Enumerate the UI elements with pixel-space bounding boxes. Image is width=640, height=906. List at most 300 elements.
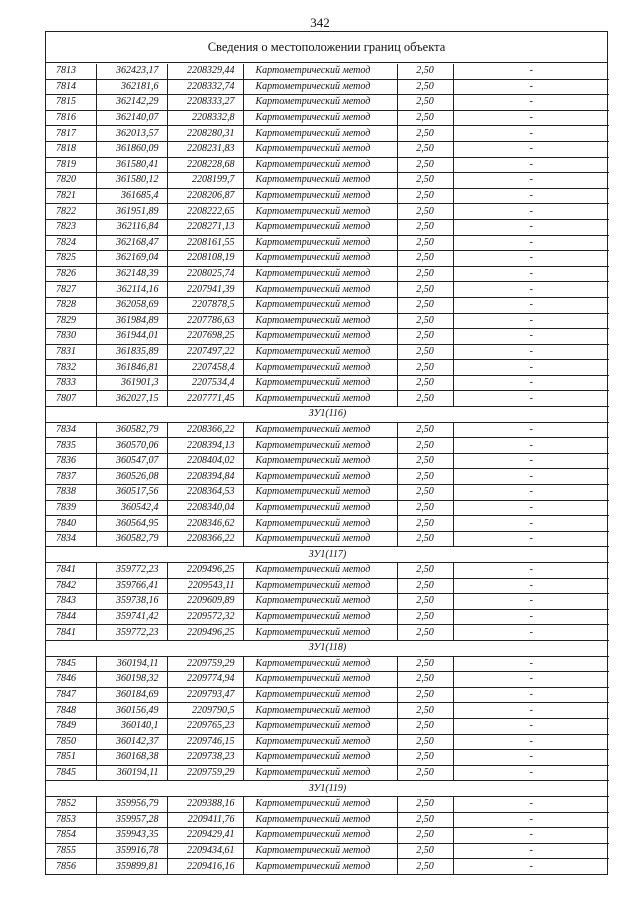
point-number-cell: 7815 — [46, 95, 96, 111]
table-row — [46, 266, 609, 282]
table-row — [46, 594, 609, 610]
point-number-cell: 7839 — [46, 500, 96, 516]
accuracy-cell: 2,50 — [397, 750, 453, 766]
description-cell: - — [453, 391, 609, 407]
point-number-cell: 7819 — [46, 157, 96, 173]
description-cell: - — [453, 687, 609, 703]
method-cell: Картометрический метод — [243, 329, 397, 345]
point-number-cell: 7848 — [46, 703, 96, 719]
point-number-cell: 7826 — [46, 266, 96, 282]
table-row — [46, 578, 609, 594]
table-row — [46, 110, 609, 126]
table-row — [46, 251, 609, 267]
method-cell: Картометрический метод — [243, 859, 397, 874]
coord-x-cell: 362169,04 — [96, 251, 167, 267]
method-cell: Картометрический метод — [243, 266, 397, 282]
point-number-cell: 7816 — [46, 110, 96, 126]
accuracy-cell: 2,50 — [397, 126, 453, 142]
description-cell: - — [453, 718, 609, 734]
coord-x-cell: 361944,01 — [96, 329, 167, 345]
accuracy-cell: 2,50 — [397, 110, 453, 126]
description-cell: - — [453, 375, 609, 391]
accuracy-cell: 2,50 — [397, 297, 453, 313]
table-row — [46, 812, 609, 828]
coord-x-cell: 360156,49 — [96, 703, 167, 719]
method-cell: Картометрический метод — [243, 531, 397, 547]
point-number-cell: 7820 — [46, 173, 96, 189]
coord-y-cell: 2209790,5 — [167, 703, 243, 719]
table-row — [46, 219, 609, 235]
table-row — [46, 438, 609, 454]
accuracy-cell: 2,50 — [397, 734, 453, 750]
table-row — [46, 297, 609, 313]
accuracy-cell: 2,50 — [397, 531, 453, 547]
method-cell: Картометрический метод — [243, 656, 397, 672]
table-row — [46, 563, 609, 579]
accuracy-cell: 2,50 — [397, 765, 453, 781]
method-cell: Картометрический метод — [243, 453, 397, 469]
coord-x-cell: 360140,1 — [96, 718, 167, 734]
table-row — [46, 235, 609, 251]
table-row — [46, 687, 609, 703]
point-number-cell: 7855 — [46, 843, 96, 859]
table-row — [46, 453, 609, 469]
description-cell: - — [453, 750, 609, 766]
coord-y-cell: 2207534,4 — [167, 375, 243, 391]
section-label: ЗУ1(116) — [46, 407, 609, 423]
method-cell: Картометрический метод — [243, 687, 397, 703]
table-row — [46, 516, 609, 532]
boundary-table-frame — [45, 31, 608, 875]
coord-x-cell: 361580,12 — [96, 173, 167, 189]
accuracy-cell: 2,50 — [397, 828, 453, 844]
accuracy-cell: 2,50 — [397, 625, 453, 641]
table-row — [46, 796, 609, 812]
method-cell: Картометрический метод — [243, 469, 397, 485]
coord-x-cell: 360582,79 — [96, 422, 167, 438]
coord-x-cell: 362116,84 — [96, 219, 167, 235]
coord-y-cell: 2208364,53 — [167, 485, 243, 501]
point-number-cell: 7853 — [46, 812, 96, 828]
point-number-cell: 7814 — [46, 79, 96, 95]
point-number-cell: 7830 — [46, 329, 96, 345]
accuracy-cell: 2,50 — [397, 95, 453, 111]
point-number-cell: 7837 — [46, 469, 96, 485]
coord-x-cell: 360168,38 — [96, 750, 167, 766]
point-number-cell: 7850 — [46, 734, 96, 750]
point-number-cell: 7844 — [46, 609, 96, 625]
point-number-cell: 7817 — [46, 126, 96, 142]
description-cell: - — [453, 828, 609, 844]
accuracy-cell: 2,50 — [397, 266, 453, 282]
coord-x-cell: 362140,07 — [96, 110, 167, 126]
coord-y-cell: 2209416,16 — [167, 859, 243, 874]
table-row — [46, 188, 609, 204]
coord-y-cell: 2208394,84 — [167, 469, 243, 485]
table-row — [46, 422, 609, 438]
accuracy-cell: 2,50 — [397, 672, 453, 688]
method-cell: Картометрический метод — [243, 126, 397, 142]
coord-x-cell: 359738,16 — [96, 594, 167, 610]
coord-y-cell: 2207786,63 — [167, 313, 243, 329]
accuracy-cell: 2,50 — [397, 157, 453, 173]
description-cell: - — [453, 625, 609, 641]
coord-x-cell: 361901,3 — [96, 375, 167, 391]
coord-x-cell: 362013,57 — [96, 126, 167, 142]
accuracy-cell: 2,50 — [397, 843, 453, 859]
method-cell: Картометрический метод — [243, 485, 397, 501]
point-number-cell: 7821 — [46, 188, 96, 204]
description-cell: - — [453, 79, 609, 95]
description-cell: - — [453, 578, 609, 594]
description-cell: - — [453, 297, 609, 313]
coord-x-cell: 360198,32 — [96, 672, 167, 688]
point-number-cell: 7828 — [46, 297, 96, 313]
point-number-cell: 7849 — [46, 718, 96, 734]
method-cell: Картометрический метод — [243, 251, 397, 267]
point-number-cell: 7818 — [46, 141, 96, 157]
coord-y-cell: 2209759,29 — [167, 656, 243, 672]
point-number-cell: 7835 — [46, 438, 96, 454]
accuracy-cell: 2,50 — [397, 375, 453, 391]
coord-x-cell: 362114,16 — [96, 282, 167, 298]
coord-y-cell: 2209388,16 — [167, 796, 243, 812]
accuracy-cell: 2,50 — [397, 859, 453, 874]
point-number-cell: 7829 — [46, 313, 96, 329]
accuracy-cell: 2,50 — [397, 594, 453, 610]
accuracy-cell: 2,50 — [397, 79, 453, 95]
accuracy-cell: 2,50 — [397, 485, 453, 501]
point-number-cell: 7836 — [46, 453, 96, 469]
coord-x-cell: 360582,79 — [96, 531, 167, 547]
description-cell: - — [453, 609, 609, 625]
description-cell: - — [453, 282, 609, 298]
accuracy-cell: 2,50 — [397, 656, 453, 672]
description-cell: - — [453, 141, 609, 157]
coord-y-cell: 2209411,76 — [167, 812, 243, 828]
method-cell: Картометрический метод — [243, 625, 397, 641]
description-cell: - — [453, 594, 609, 610]
section-label: ЗУ1(117) — [46, 547, 609, 563]
table-row — [46, 95, 609, 111]
table-row — [46, 500, 609, 516]
table-row — [46, 625, 609, 641]
coordinates-table — [46, 64, 609, 874]
coord-y-cell: 2208346,62 — [167, 516, 243, 532]
description-cell: - — [453, 765, 609, 781]
description-cell: - — [453, 64, 609, 79]
table-row — [46, 375, 609, 391]
coord-x-cell: 362148,39 — [96, 266, 167, 282]
table-row — [46, 141, 609, 157]
coord-y-cell: 2208222,65 — [167, 204, 243, 220]
description-cell: - — [453, 219, 609, 235]
description-cell: - — [453, 563, 609, 579]
coord-y-cell: 2208332,74 — [167, 79, 243, 95]
description-cell: - — [453, 843, 609, 859]
coord-y-cell: 2207458,4 — [167, 360, 243, 376]
coord-y-cell: 2208228,68 — [167, 157, 243, 173]
method-cell: Картометрический метод — [243, 500, 397, 516]
description-cell: - — [453, 796, 609, 812]
accuracy-cell: 2,50 — [397, 687, 453, 703]
coord-y-cell: 2207698,25 — [167, 329, 243, 345]
description-cell: - — [453, 126, 609, 142]
table-row — [46, 485, 609, 501]
coord-y-cell: 2209496,25 — [167, 563, 243, 579]
method-cell: Картометрический метод — [243, 578, 397, 594]
method-cell: Картометрический метод — [243, 375, 397, 391]
accuracy-cell: 2,50 — [397, 141, 453, 157]
method-cell: Картометрический метод — [243, 235, 397, 251]
point-number-cell: 7827 — [46, 282, 96, 298]
method-cell: Картометрический метод — [243, 438, 397, 454]
point-number-cell: 7834 — [46, 422, 96, 438]
method-cell: Картометрический метод — [243, 219, 397, 235]
coord-y-cell: 2207941,39 — [167, 282, 243, 298]
coord-x-cell: 362423,17 — [96, 64, 167, 79]
table-row — [46, 609, 609, 625]
method-cell: Картометрический метод — [243, 765, 397, 781]
table-row — [46, 828, 609, 844]
coord-y-cell: 2209746,15 — [167, 734, 243, 750]
description-cell: - — [453, 500, 609, 516]
method-cell: Картометрический метод — [243, 188, 397, 204]
coord-x-cell: 360184,69 — [96, 687, 167, 703]
coord-y-cell: 2208340,04 — [167, 500, 243, 516]
coord-y-cell: 2208333,27 — [167, 95, 243, 111]
coordinates-table-body — [46, 64, 609, 874]
coord-y-cell: 2207878,5 — [167, 297, 243, 313]
coord-y-cell: 2208271,13 — [167, 219, 243, 235]
coord-y-cell: 2209774,94 — [167, 672, 243, 688]
description-cell: - — [453, 422, 609, 438]
accuracy-cell: 2,50 — [397, 796, 453, 812]
coord-y-cell: 2209738,23 — [167, 750, 243, 766]
accuracy-cell: 2,50 — [397, 438, 453, 454]
description-cell: - — [453, 703, 609, 719]
table-row — [46, 843, 609, 859]
coord-x-cell: 362058,69 — [96, 297, 167, 313]
coord-y-cell: 2209793,47 — [167, 687, 243, 703]
method-cell: Картометрический метод — [243, 516, 397, 532]
accuracy-cell: 2,50 — [397, 609, 453, 625]
coord-x-cell: 362027,15 — [96, 391, 167, 407]
coord-y-cell: 2207497,22 — [167, 344, 243, 360]
description-cell: - — [453, 859, 609, 874]
coord-y-cell: 2209759,29 — [167, 765, 243, 781]
table-row — [46, 672, 609, 688]
coord-x-cell: 359766,41 — [96, 578, 167, 594]
method-cell: Картометрический метод — [243, 703, 397, 719]
method-cell: Картометрический метод — [243, 750, 397, 766]
description-cell: - — [453, 313, 609, 329]
method-cell: Картометрический метод — [243, 828, 397, 844]
coord-x-cell: 359772,23 — [96, 625, 167, 641]
description-cell: - — [453, 188, 609, 204]
description-cell: - — [453, 173, 609, 189]
table-row — [46, 391, 609, 407]
table-row — [46, 329, 609, 345]
coord-y-cell: 2209765,23 — [167, 718, 243, 734]
coord-x-cell: 361951,89 — [96, 204, 167, 220]
accuracy-cell: 2,50 — [397, 219, 453, 235]
method-cell: Картометрический метод — [243, 204, 397, 220]
coord-x-cell: 360542,4 — [96, 500, 167, 516]
coord-y-cell: 2208199,7 — [167, 173, 243, 189]
section-header-row — [46, 781, 609, 797]
coord-y-cell: 2208366,22 — [167, 531, 243, 547]
method-cell: Картометрический метод — [243, 79, 397, 95]
point-number-cell: 7842 — [46, 578, 96, 594]
accuracy-cell: 2,50 — [397, 188, 453, 204]
method-cell: Картометрический метод — [243, 391, 397, 407]
coord-x-cell: 361860,09 — [96, 141, 167, 157]
accuracy-cell: 2,50 — [397, 578, 453, 594]
method-cell: Картометрический метод — [243, 422, 397, 438]
point-number-cell: 7822 — [46, 204, 96, 220]
table-row — [46, 703, 609, 719]
description-cell: - — [453, 266, 609, 282]
section-header-row — [46, 640, 609, 656]
point-number-cell: 7834 — [46, 531, 96, 547]
point-number-cell: 7841 — [46, 625, 96, 641]
description-cell: - — [453, 516, 609, 532]
accuracy-cell: 2,50 — [397, 812, 453, 828]
coord-x-cell: 360526,08 — [96, 469, 167, 485]
coord-x-cell: 360194,11 — [96, 656, 167, 672]
coord-y-cell: 2208394,13 — [167, 438, 243, 454]
point-number-cell: 7856 — [46, 859, 96, 874]
point-number-cell: 7843 — [46, 594, 96, 610]
coord-x-cell: 360194,11 — [96, 765, 167, 781]
coord-x-cell: 359916,78 — [96, 843, 167, 859]
point-number-cell: 7845 — [46, 765, 96, 781]
method-cell: Картометрический метод — [243, 173, 397, 189]
method-cell: Картометрический метод — [243, 297, 397, 313]
method-cell: Картометрический метод — [243, 64, 397, 79]
coord-y-cell: 2209434,61 — [167, 843, 243, 859]
coord-y-cell: 2208366,22 — [167, 422, 243, 438]
method-cell: Картометрический метод — [243, 843, 397, 859]
coord-y-cell: 2209429,41 — [167, 828, 243, 844]
coord-y-cell: 2209496,25 — [167, 625, 243, 641]
description-cell: - — [453, 251, 609, 267]
coord-y-cell: 2208161,55 — [167, 235, 243, 251]
description-cell: - — [453, 453, 609, 469]
method-cell: Картометрический метод — [243, 282, 397, 298]
description-cell: - — [453, 438, 609, 454]
coord-x-cell: 360517,56 — [96, 485, 167, 501]
description-cell: - — [453, 329, 609, 345]
method-cell: Картометрический метод — [243, 313, 397, 329]
description-cell: - — [453, 204, 609, 220]
coord-y-cell: 2208280,31 — [167, 126, 243, 142]
coord-y-cell: 2208231,83 — [167, 141, 243, 157]
coord-y-cell: 2208329,44 — [167, 64, 243, 79]
accuracy-cell: 2,50 — [397, 391, 453, 407]
description-cell: - — [453, 469, 609, 485]
accuracy-cell: 2,50 — [397, 329, 453, 345]
section-header-row — [46, 407, 609, 423]
table-row — [46, 344, 609, 360]
coord-x-cell: 360564,95 — [96, 516, 167, 532]
accuracy-cell: 2,50 — [397, 360, 453, 376]
table-row — [46, 360, 609, 376]
coord-x-cell: 360547,07 — [96, 453, 167, 469]
coord-x-cell: 362181,6 — [96, 79, 167, 95]
accuracy-cell: 2,50 — [397, 344, 453, 360]
method-cell: Картометрический метод — [243, 718, 397, 734]
table-row — [46, 718, 609, 734]
table-row — [46, 750, 609, 766]
point-number-cell: 7840 — [46, 516, 96, 532]
coord-y-cell: 2209609,89 — [167, 594, 243, 610]
coord-x-cell: 360142,37 — [96, 734, 167, 750]
point-number-cell: 7852 — [46, 796, 96, 812]
accuracy-cell: 2,50 — [397, 703, 453, 719]
coord-x-cell: 361835,89 — [96, 344, 167, 360]
point-number-cell: 7823 — [46, 219, 96, 235]
table-row — [46, 313, 609, 329]
point-number-cell: 7825 — [46, 251, 96, 267]
coord-x-cell: 359956,79 — [96, 796, 167, 812]
accuracy-cell: 2,50 — [397, 204, 453, 220]
description-cell: - — [453, 656, 609, 672]
coord-x-cell: 359741,42 — [96, 609, 167, 625]
section-label: ЗУ1(119) — [46, 781, 609, 797]
method-cell: Картометрический метод — [243, 672, 397, 688]
table-row — [46, 656, 609, 672]
accuracy-cell: 2,50 — [397, 563, 453, 579]
section-label: ЗУ1(118) — [46, 640, 609, 656]
table-row — [46, 859, 609, 874]
point-number-cell: 7841 — [46, 563, 96, 579]
point-number-cell: 7807 — [46, 391, 96, 407]
accuracy-cell: 2,50 — [397, 282, 453, 298]
coord-x-cell: 361580,41 — [96, 157, 167, 173]
coord-y-cell: 2209572,32 — [167, 609, 243, 625]
description-cell: - — [453, 734, 609, 750]
accuracy-cell: 2,50 — [397, 718, 453, 734]
coord-x-cell: 360570,06 — [96, 438, 167, 454]
accuracy-cell: 2,50 — [397, 500, 453, 516]
table-row — [46, 157, 609, 173]
table-row — [46, 765, 609, 781]
coord-x-cell: 361984,89 — [96, 313, 167, 329]
table-row — [46, 173, 609, 189]
description-cell: - — [453, 531, 609, 547]
table-row — [46, 126, 609, 142]
method-cell: Картометрический метод — [243, 812, 397, 828]
section-header-row — [46, 547, 609, 563]
coord-y-cell: 2207771,45 — [167, 391, 243, 407]
description-cell: - — [453, 344, 609, 360]
coord-y-cell: 2208404,02 — [167, 453, 243, 469]
accuracy-cell: 2,50 — [397, 173, 453, 189]
table-row — [46, 79, 609, 95]
method-cell: Картометрический метод — [243, 110, 397, 126]
table-row — [46, 531, 609, 547]
method-cell: Картометрический метод — [243, 141, 397, 157]
method-cell: Картометрический метод — [243, 360, 397, 376]
table-row — [46, 204, 609, 220]
coord-x-cell: 359899,81 — [96, 859, 167, 874]
page-number: 342 — [310, 15, 330, 30]
coord-x-cell: 361846,81 — [96, 360, 167, 376]
accuracy-cell: 2,50 — [397, 251, 453, 267]
point-number-cell: 7813 — [46, 64, 96, 79]
